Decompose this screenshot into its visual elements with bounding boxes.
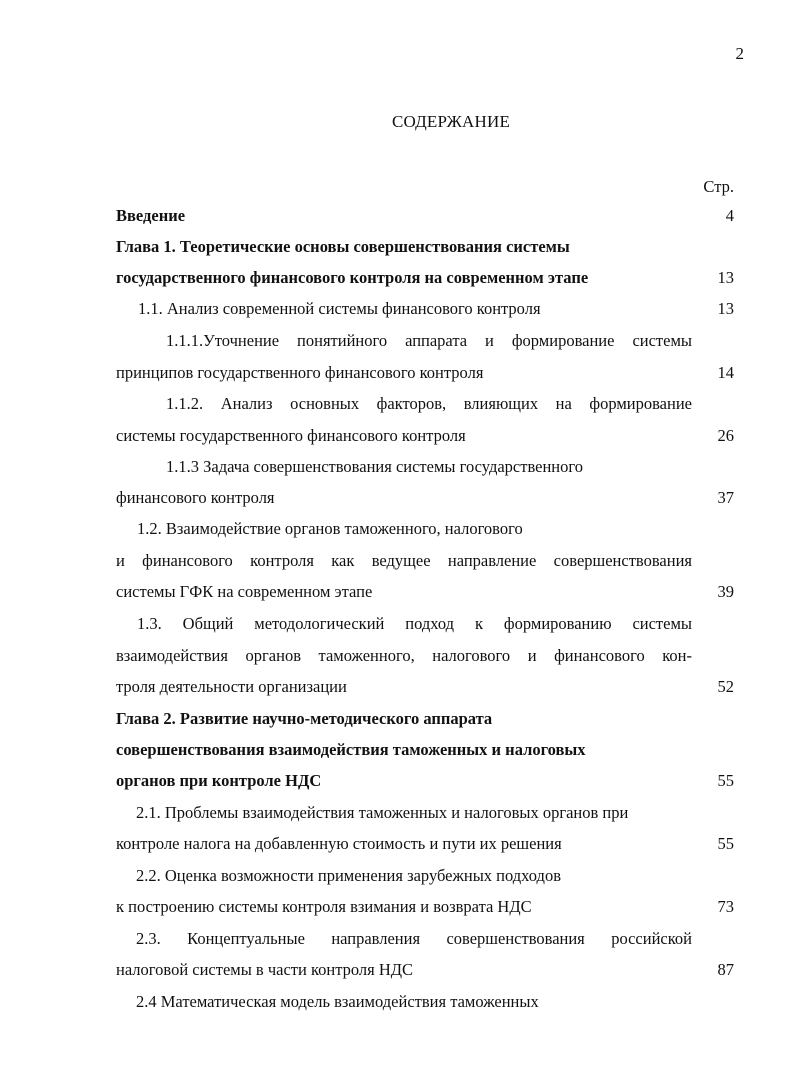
toc-chapter-1-line: государственного финансового контроля на современном этапе: [116, 268, 589, 287]
toc-subsection-1-1-1: 1.1.1.Уточнение понятийного аппарата и формирование системы: [166, 331, 692, 350]
toc-section-2-3: 2.3. Концептуальные направления совершенствования российской: [136, 929, 692, 948]
toc-section-1-3: 1.3. Общий методологический подход к формированию системы: [137, 614, 692, 633]
toc-chapter-1-line: Глава 1. Теоретические основы совершенствования системы: [116, 237, 570, 256]
toc-chapter-2-line: органов при контроле НДС: [116, 771, 322, 790]
toc-section-2-1-cont: контроле налога на добавленную стоимость и пути их решения: [116, 834, 562, 853]
toc-section-2-1: 2.1. Проблемы взаимодействия таможенных и налоговых органов при: [136, 803, 629, 822]
toc-page: 13: [717, 268, 734, 287]
toc-page: 73: [717, 897, 734, 916]
toc-subsection-1-1-3-cont: финансового контроля: [116, 488, 275, 507]
page-title: СОДЕРЖАНИЕ: [391, 112, 511, 131]
toc-page: 87: [717, 960, 734, 979]
toc-chapter-2-line: совершенствования взаимодействия таможенных и налоговых: [116, 740, 586, 759]
toc-page: 13: [717, 299, 734, 318]
toc-section-2-4: 2.4 Математическая модель взаимодействия таможенных: [136, 992, 539, 1011]
toc-section-1-1: 1.1. Анализ современной системы финансового контроля: [138, 299, 541, 318]
toc-subsection-1-1-2-cont: системы государственного финансового контроля: [116, 426, 466, 445]
page-number: 2: [735, 44, 744, 63]
toc-page: 55: [717, 771, 734, 790]
toc-chapter-2-line: Глава 2. Развитие научно-методического аппарата: [116, 709, 493, 728]
toc-page: 26: [717, 426, 734, 445]
toc-section-1-3-cont: троля деятельности организации: [116, 677, 347, 696]
toc-subsection-1-1-1-cont: принципов государственного финансового контроля: [116, 363, 484, 382]
toc-section-2-3-cont: налоговой системы в части контроля НДС: [116, 960, 414, 979]
toc-section-1-2: 1.2. Взаимодействие органов таможенного, налогового: [137, 519, 523, 538]
toc-section-1-3-cont: взаимодействия органов таможенного, налогового и финансового кон-: [116, 646, 692, 665]
toc-page: 39: [717, 582, 734, 601]
toc-section-2-2: 2.2. Оценка возможности применения зарубежных подходов: [136, 866, 561, 885]
page-column-header: Стр.: [703, 177, 734, 196]
toc-entry-introduction: Введение: [116, 206, 186, 225]
toc-section-2-2-cont: к построению системы контроля взимания и возврата НДС: [116, 897, 532, 916]
toc-page: 4: [725, 206, 734, 225]
toc-section-1-2-cont: системы ГФК на современном этапе: [116, 582, 373, 601]
toc-page: 55: [717, 834, 734, 853]
toc-subsection-1-1-2: 1.1.2. Анализ основных факторов, влияющих на формирование: [166, 394, 692, 413]
toc-page: 14: [717, 363, 734, 382]
toc-page: 37: [717, 488, 734, 507]
toc-section-1-2-cont: и финансового контроля как ведущее направление совершенствования: [116, 551, 692, 570]
toc-page: 52: [717, 677, 734, 696]
toc-subsection-1-1-3: 1.1.3 Задача совершенствования системы государственного: [166, 457, 583, 476]
